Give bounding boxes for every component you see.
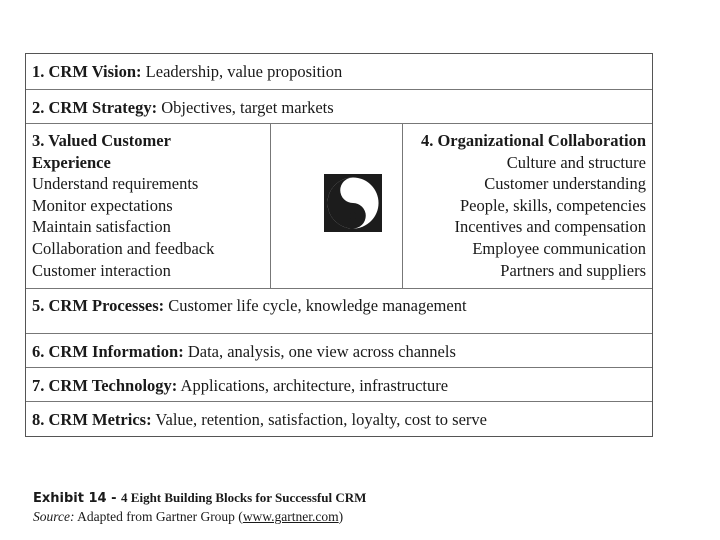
block-text: Leadership, value proposition (141, 62, 343, 81)
block-crm-strategy (26, 90, 652, 124)
block-heading: 2. CRM Strategy: (32, 98, 158, 117)
block-text: Applications, architecture, infrastructure (177, 376, 449, 395)
block-heading: 5. CRM Processes: (32, 296, 165, 315)
block-organizational-collaboration (402, 124, 652, 288)
block-heading: 3. Valued Customer Experience (32, 131, 171, 172)
list-item: Employee communication (472, 238, 646, 258)
source-label: Source: (33, 509, 75, 524)
block-crm-processes (26, 288, 652, 334)
list-item: Customer understanding (484, 174, 646, 194)
block-crm-information (26, 334, 652, 368)
source-text: Adapted from Gartner Group ( (74, 509, 243, 524)
list-item: Incentives and compensation (454, 217, 646, 237)
block-heading: 6. CRM Information: (32, 342, 184, 361)
source-end: ) (338, 509, 344, 524)
block-text: Data, analysis, one view across channels (183, 342, 456, 361)
list-item: Customer interaction (32, 260, 171, 280)
list-item: Collaboration and feedback (32, 238, 215, 258)
block-crm-vision (26, 54, 652, 90)
list-item: Maintain satisfaction (32, 217, 171, 237)
block-heading: 4. Organizational Collaboration (420, 131, 646, 150)
yin-yang-icon (324, 174, 382, 232)
list-item: People, skills, competencies (459, 195, 646, 215)
list-item: Monitor expectations (32, 195, 173, 215)
list-item: Culture and structure (506, 152, 646, 172)
block-crm-technology (26, 368, 652, 402)
exhibit-title: 4 Eight Building Blocks for Successful CRM (121, 490, 367, 505)
exhibit-label: Exhibit 14 - (33, 491, 122, 506)
block-crm-metrics (26, 402, 652, 438)
list-item: Understand requirements (32, 174, 199, 194)
block-text: Value, retention, satisfaction, loyalty, cost to serve (151, 410, 487, 429)
block-heading: 8. CRM Metrics: (32, 410, 152, 429)
block-heading: 7. CRM Technology: (32, 376, 178, 395)
building-blocks-diagram (25, 53, 653, 437)
block-text: Objectives, target markets (157, 98, 334, 117)
source-line (33, 509, 343, 525)
block-valued-customer-experience (26, 124, 271, 288)
middle-section (26, 124, 652, 289)
source-link[interactable]: www.gartner.com (242, 509, 339, 524)
block-heading: 1. CRM Vision: (32, 62, 142, 81)
block-text: Customer life cycle, knowledge management (164, 296, 467, 315)
list-item: Partners and suppliers (500, 260, 646, 280)
exhibit-caption (33, 490, 366, 506)
